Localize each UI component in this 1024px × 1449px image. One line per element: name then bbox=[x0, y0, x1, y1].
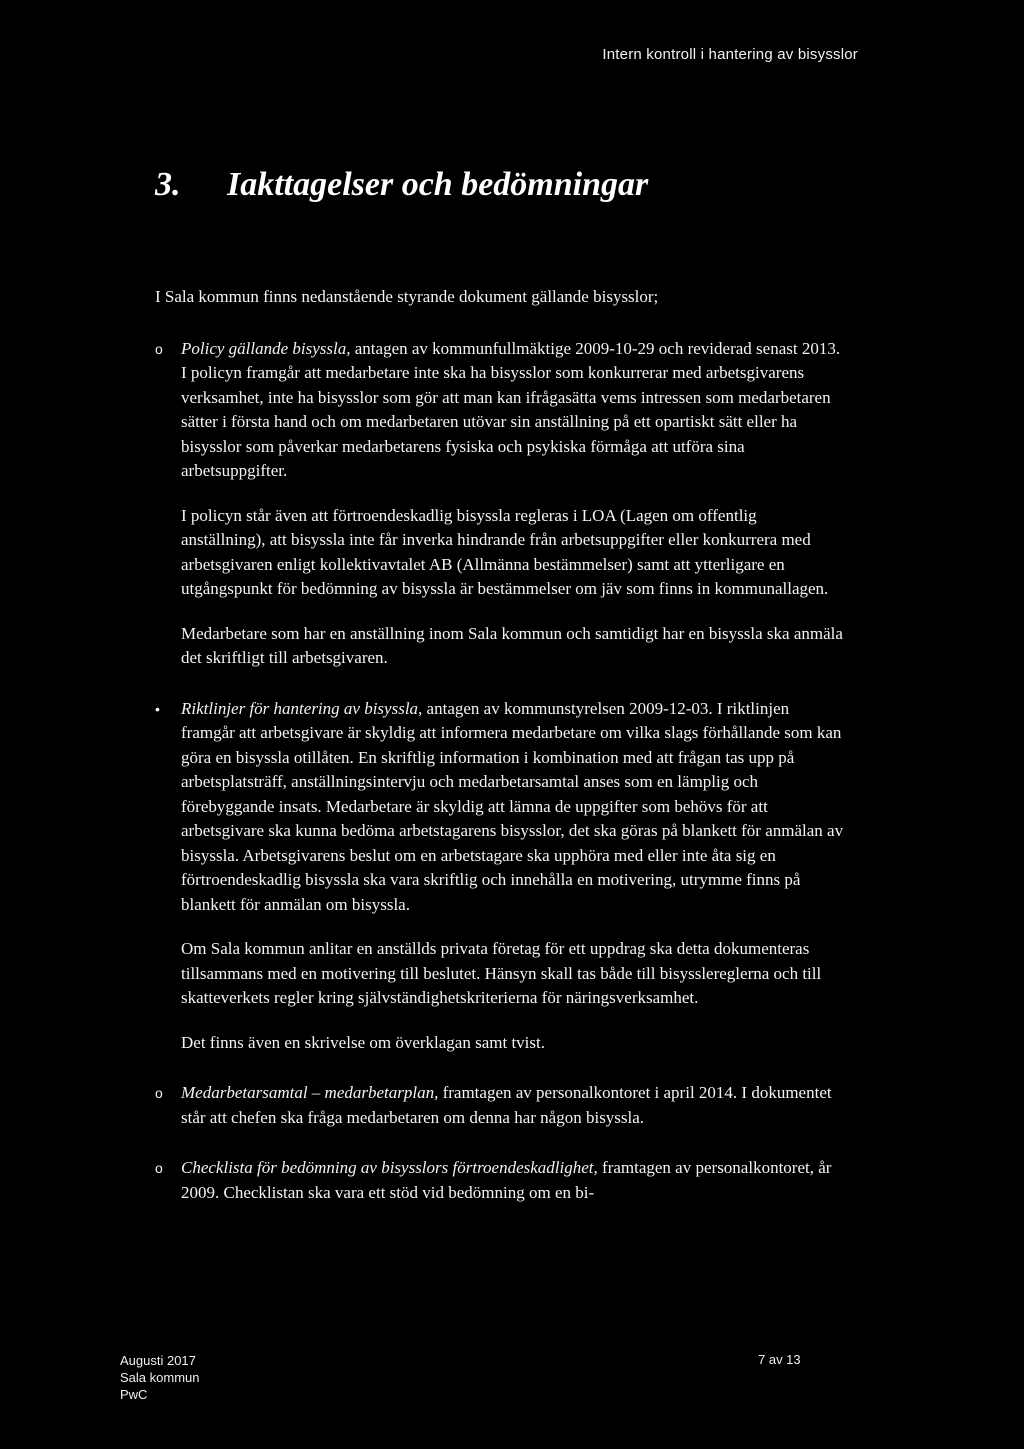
intro-paragraph: I Sala kommun finns nedanstående styrande dokument gällande bisysslor; bbox=[155, 287, 659, 306]
list-item-paragraph bbox=[181, 1156, 845, 1205]
list-item-paragraph: Medarbetare som har en anställning inom Sala kommun och samtidigt har en bisyssla ska anmäla det skriftligt till arbetsgivaren. bbox=[181, 623, 843, 667]
list-item-paragraph: Om Sala kommun anlitar en anställds privata företag för ett uppdrag ska detta dokumenteras tillsammans med en motivering till beslutet. Hänsyn skall tas både till bisysslereglerna och till skatteverkets regler kring självständighetskriterierna för näringsverksamhet. bbox=[181, 939, 822, 1007]
page-number: 7 av 13 bbox=[758, 1352, 801, 1367]
paragraph-text: framtagen av personalkontoret i april 2014. I dokumentet står att chefen ska fråga medarbetaren om denna har någon bisyssla. bbox=[181, 1083, 832, 1127]
footer-date: Augusti 2017 bbox=[120, 1353, 196, 1368]
list-item-riktlinjer bbox=[155, 697, 845, 1056]
bullet-dot-icon: • bbox=[155, 700, 160, 717]
paragraph-text: antagen av kommunfullmäktige 2009-10-29 och reviderad senast 2013. I policyn framgår att medarbetare inte ska ha bisysslor som konkurrerar med arbetsgivarens verksamhet, inte ha bisysslor som gör att man kan ifrågasätta vems intressen som medarbetaren sätter i första hand och om medarbetaren utövar sin anställning på ett opartiskt sätt eller ha bisysslor som påverkar medarbetarens fysiska och psykiska förmåga att utföra sina arbetsuppgifter. bbox=[181, 338, 841, 480]
list-item-checklista bbox=[155, 1156, 845, 1205]
page-footer bbox=[120, 1352, 199, 1403]
paragraph-text: antagen av kommunstyrelsen 2009-12-03. I riktlinjen framgår att arbetsgivare är skyldig att informera medarbetare om vilka slags förhållande som kan göra en bisyssla otillåten. En skriftlig information i kombination med att frågan tas upp på arbetsplatsträff, anställningsintervju och medarbetarsamtal anses som en lämplig och förebyggande insats. Medarbetare är skyldig att lämna de uppgifter som behövs för att arbetsgivare ska kunna bedöma arbetstagarens bisysslor, det ska göras på blankett för anmälan av bisyssla. Arbetsgivarens beslut om en arbetstagare ska upphöra med eller inte åta sig en förtroendeskadlig bisyssla ska vara skriftlig och innehålla en motivering, utrymme finns på blankett för anmälan om bisyssla. bbox=[181, 698, 844, 914]
list-item-paragraph bbox=[181, 697, 845, 918]
list-item-medarbetarsamtal bbox=[155, 1081, 845, 1130]
list-item-paragraph: Det finns även en skrivelse om överklagan samt tvist. bbox=[181, 1032, 545, 1052]
list-item-paragraph: I policyn står även att förtroendeskadlig bisyssla regleras i LOA (Lagen om offentlig anställning), att bisyssla inte får inverka hindrande från arbetsuppgifter eller konkurrera med arbetsgivaren enligt kollektivavtalet AB (Allmänna bestämmelser) samt att ytterligare en utgångspunkt för bedömning av bisyssla är bestämmelser om jäv som finns in kommunallagen. bbox=[181, 505, 829, 598]
document-title: Policy gällande bisyssla, bbox=[181, 338, 351, 358]
section-number: 3. bbox=[155, 166, 181, 203]
footer-organization: Sala kommun bbox=[120, 1370, 200, 1385]
bullet-circle-icon: o bbox=[155, 1160, 163, 1176]
bullet-circle-icon: o bbox=[155, 340, 163, 357]
document-title: Medarbetarsamtal – medarbetarplan, bbox=[181, 1083, 439, 1102]
list-item-paragraph bbox=[181, 1081, 845, 1130]
document-title: Riktlinjer för hantering av bisyssla, bbox=[181, 698, 423, 718]
document-body bbox=[155, 285, 845, 1225]
paragraph-text: framtagen av personalkontoret, år 2009. Checklistan ska vara ett stöd vid bedömning om en bi- bbox=[181, 1158, 832, 1202]
list-item-paragraph bbox=[181, 337, 845, 484]
list-item-policy bbox=[155, 337, 845, 671]
document-title: Checklista för bedömning av bisysslors förtroendeskadlighet, bbox=[181, 1158, 598, 1177]
footer-company: PwC bbox=[120, 1387, 148, 1402]
section-heading bbox=[155, 166, 648, 204]
bullet-circle-icon: o bbox=[155, 1085, 163, 1101]
running-header: Intern kontroll i hantering av bisysslor bbox=[602, 46, 858, 63]
section-title: Iakttagelser och bedömningar bbox=[227, 166, 649, 203]
